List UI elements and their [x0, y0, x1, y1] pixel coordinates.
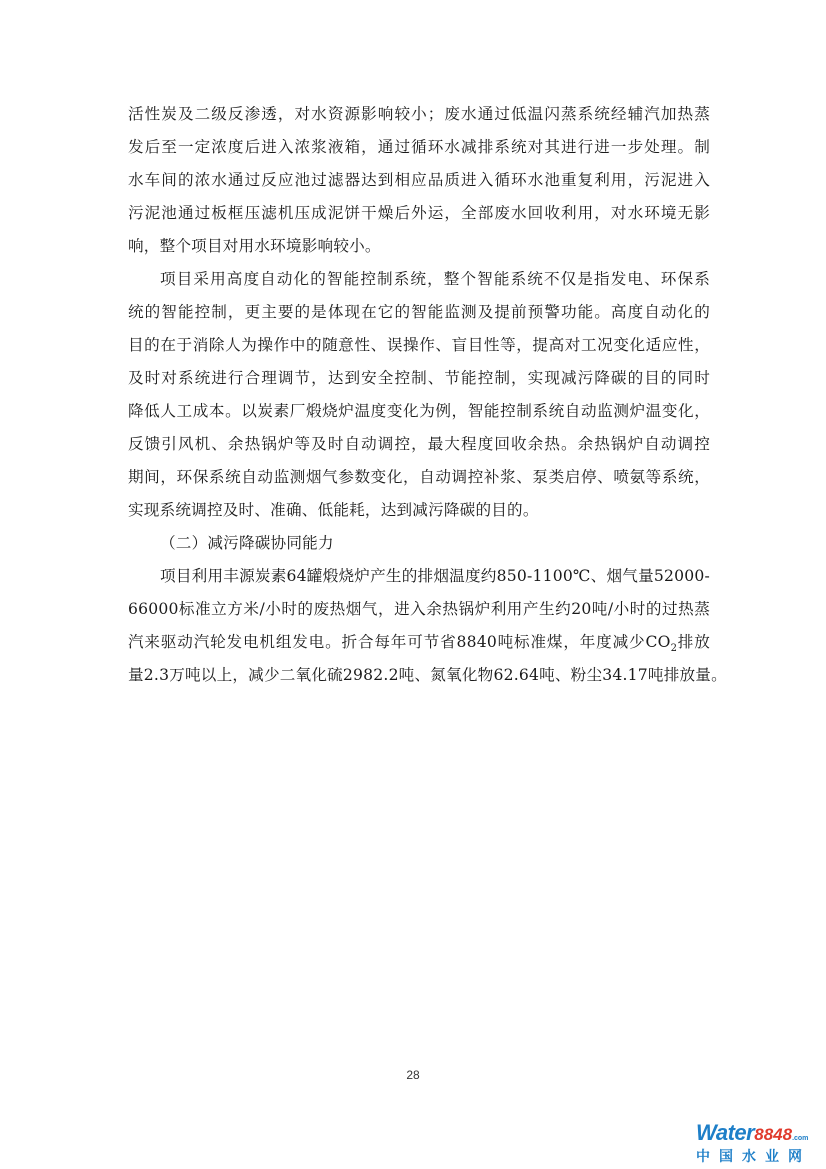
watermark-subtitle: 中国水业网 [696, 1149, 811, 1165]
watermark-logo-suffix: .com [792, 1135, 809, 1142]
paragraph-line: 目的在于消除人为操作中的随意性、误操作、盲目性等，提高对工况变化适应性， [128, 336, 710, 354]
document-body [128, 104, 727, 698]
paragraph-line: 实现系统调控及时、准确、低能耗，达到减污降碳的目的。 [128, 501, 539, 519]
line-text-after-subscript: 排放 [677, 633, 710, 651]
paragraph-line: 期间，环保系统自动监测烟气参数变化，自动调控补浆、泵类启停、喷氨等系统， [128, 468, 710, 486]
paragraph-line: 发后至一定浓度后进入浓浆液箱，通过循环水减排系统对其进行进一步处理。制 [128, 138, 710, 156]
paragraph-line: 降低人工成本。以炭素厂煅烧炉温度变化为例，智能控制系统自动监测炉温变化， [128, 402, 710, 420]
paragraph-line: 项目利用丰源炭素64罐煅烧炉产生的排烟温度约850-1100℃、烟气量52000- [160, 567, 710, 585]
watermark-logo-mark [696, 1120, 816, 1146]
paragraph-line: 污泥池通过板框压滤机压成泥饼干燥后外运，全部废水回收利用，对水环境无影 [128, 204, 710, 222]
paragraph-line: 水车间的浓水通过反应池过滤器达到相应品质进入循环水池重复利用，污泥进入 [128, 171, 710, 189]
co2-subscript: 2 [670, 643, 678, 655]
paragraph-line: 活性炭及二级反渗透，对水资源影响较小；废水通过低温闪蒸系统经辅汽加热蒸 [128, 105, 710, 123]
page-number: 28 [406, 1068, 420, 1082]
paragraph-line-with-subscript [128, 632, 710, 665]
paragraph-line: 66000标准立方米/小时的废热烟气，进入余热锅炉利用产生约20吨/小时的过热蒸 [128, 600, 710, 618]
paragraph-line: 量2.3万吨以上，减少二氧化硫2982.2吨、氮氧化物62.64吨、粉尘34.17吨排放量。 [128, 666, 727, 684]
line-text-before-subscript: 汽来驱动汽轮发电机组发电。折合每年可节省8840吨标准煤，年度减少CO [128, 633, 671, 651]
paragraph-line: 及时对系统进行合理调节，达到安全控制、节能控制，实现减污降碳的目的同时 [128, 369, 710, 387]
paragraph-line: 响，整个项目对用水环境影响较小。 [128, 237, 381, 255]
watermark-logo-number: 8848 [754, 1125, 793, 1144]
paragraph-line: 项目采用高度自动化的智能控制系统，整个智能系统不仅是指发电、环保系 [160, 270, 710, 288]
watermark-logo [696, 1120, 816, 1164]
watermark-logo-text: Water [696, 1120, 755, 1145]
paragraph-line: 统的智能控制，更主要的是体现在它的智能监测及提前预警功能。高度自动化的 [128, 303, 710, 321]
paragraph-line: 反馈引风机、余热锅炉等及时自动调控，最大程度回收余热。余热锅炉自动调控 [128, 435, 710, 453]
section-heading: （二）减污降碳协同能力 [160, 534, 334, 552]
